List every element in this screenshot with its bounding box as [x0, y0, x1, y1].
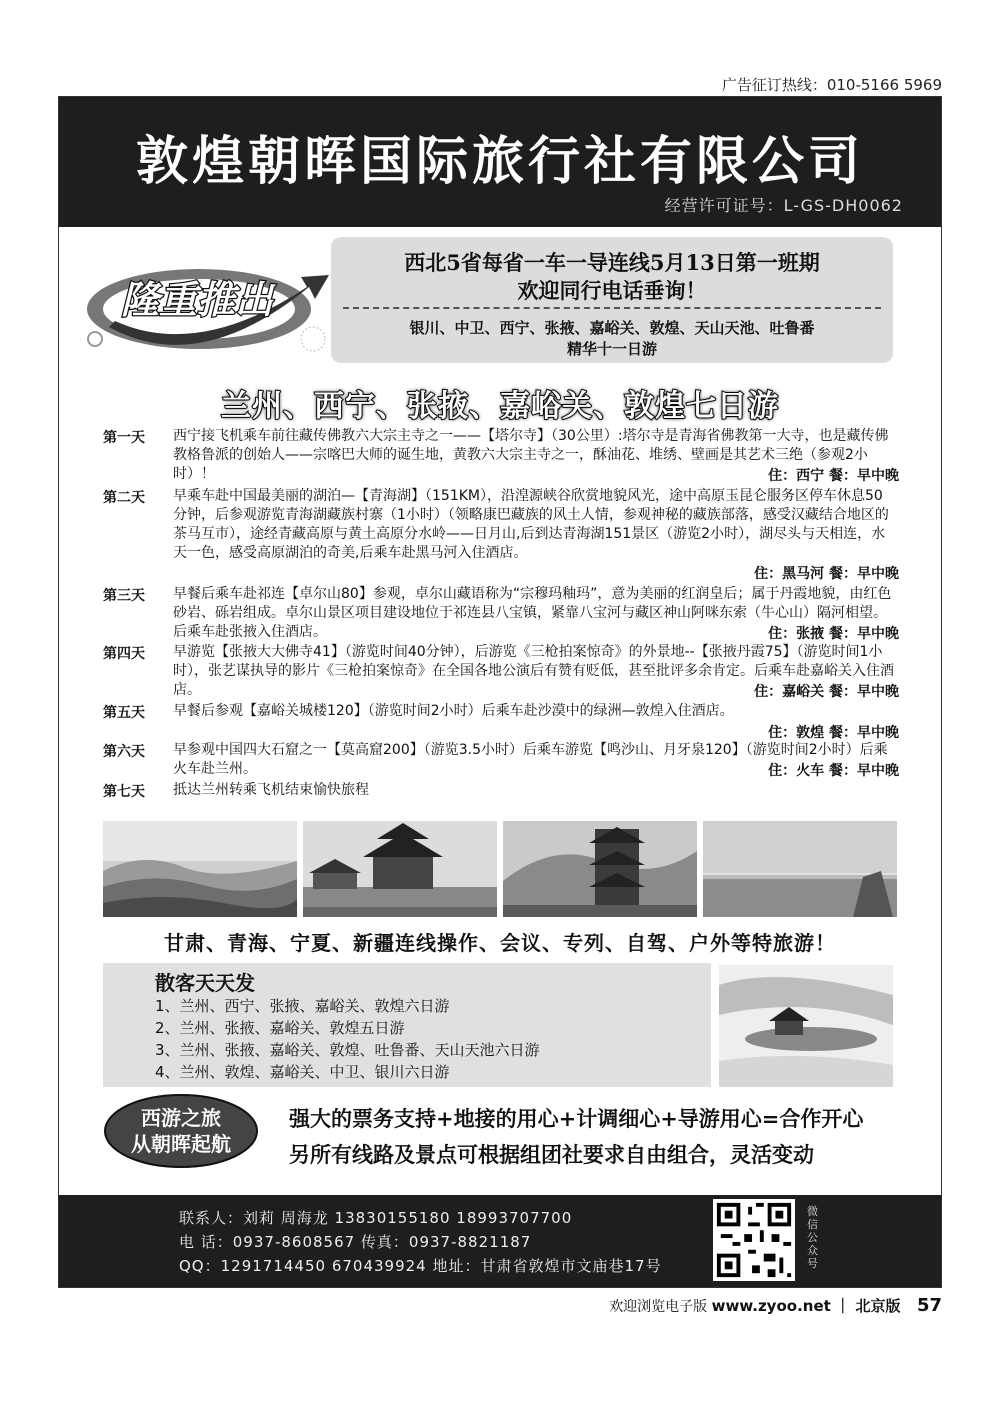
advertisement — [58, 96, 942, 1288]
contact-footer — [59, 1195, 941, 1288]
browse-text: 欢迎浏览电子版 — [609, 1299, 708, 1315]
qr-code-icon[interactable] — [713, 1199, 795, 1281]
day-stay: 住：张掖 餐：早中晚 — [768, 626, 899, 642]
day-stay: 住：火车 餐：早中晚 — [768, 763, 899, 779]
jiayuguan-tower-photo — [303, 821, 497, 917]
promo-line3: 银川、中卫、西宁、张掖、嘉峪关、敦煌、天山天池、吐鲁番 — [409, 319, 815, 337]
promo-badge-text: 隆重推出 — [120, 278, 274, 322]
page-number: 57 — [916, 1295, 942, 1316]
day-stay: 住：嘉峪关 餐：早中晚 — [754, 684, 899, 700]
license-number: 经营许可证号：L-GS-DH0062 — [664, 196, 903, 215]
day-label: 第七天 — [103, 784, 145, 800]
route-title: 兰州、西宁、张掖、嘉峪关、敦煌七日游 — [221, 389, 779, 424]
daily-departures — [103, 963, 711, 1087]
day-text: 早乘车赴中国最美丽的湖泊—【青海湖】（151KM），沿湟源峡谷欣赏地貌风光，途中高原玉昆仑服务区停车休息50分钟，后参观游览青海湖藏族村寨（1小时）（领略康巴藏族的风土人情，参观神秘的藏族部落，感受汉藏结合地区的茶马互市），途经青藏高原与黄土高原分水岭——日月山,后到达青海湖151景区（游览2小时），湖尽头与天相连，水天一色，感受高原湖泊的奇美,后乘车赴黑马河入住酒店。 — [173, 488, 889, 561]
day-stay: 住：黑马河 餐：早中晚 — [754, 566, 899, 582]
daily-title: 散客天天发 — [155, 971, 255, 995]
danxia-landscape-photo — [103, 821, 297, 917]
day-stay: 住：西宁 餐：早中晚 — [768, 468, 899, 484]
page-footer — [609, 1295, 942, 1316]
oval-line2: 从朝晖起航 — [131, 1132, 231, 1156]
promo-line4: 精华十一日游 — [566, 340, 657, 358]
day-label: 第六天 — [103, 744, 145, 760]
contact-phone: 电 话：0937-8608567 传真：0937-8821187 — [179, 1233, 532, 1251]
photo-strip — [103, 821, 897, 917]
slogan-line1: 强大的票务支持+地接的用心+计调细心+导游用心=合作开心 — [289, 1106, 864, 1131]
website-link[interactable]: www.zyoo.net — [711, 1297, 831, 1315]
contact-qq-address: QQ：1291714450 670439924 地址：甘肃省敦煌市文庙巷17号 — [179, 1257, 662, 1275]
special-tours: 甘肃、青海、宁夏、新疆连线操作、会议、专列、自驾、户外等特旅游！ — [164, 931, 836, 955]
company-name: 敦煌朝晖国际旅行社有限公司 — [135, 131, 864, 192]
slogan-line2: 另所有线路及景点可根据组团社要求自由组合，灵活变动 — [289, 1142, 814, 1167]
day-text: 早餐后参观【嘉峪关城楼120】（游览时间2小时）后乘车赴沙漠中的绿洲—敦煌入住酒店。 — [173, 703, 734, 719]
ad-hotline: 广告征订热线：010-5166 5969 — [721, 76, 942, 94]
slogan-oval — [103, 1093, 259, 1169]
mogao-caves-photo — [503, 821, 697, 917]
day-text: 抵达兰州转乘飞机结束愉快旅程 — [173, 782, 369, 798]
day-label: 第一天 — [103, 430, 145, 446]
day-text: 早游览【张掖大大佛寺41】（游览时间40分钟），后游览《三枪拍案惊奇》的外景地--【张掖丹霞75】（游览时间1小时），张艺谋执导的影片《三枪拍案惊奇》在全国各地公演后有赞有贬低，甚至批评多余肯定。后乘车赴嘉峪关入住酒店。 — [173, 644, 894, 698]
promo-badge-icon — [79, 247, 339, 357]
daily-item: 2、兰州、张掖、嘉峪关、敦煌五日游 — [155, 1019, 405, 1037]
day-label: 第五天 — [103, 705, 145, 721]
contact-persons: 联系人：刘莉 周海龙 13830155180 18993707700 — [179, 1209, 573, 1227]
daily-item: 3、兰州、张掖、嘉峪关、敦煌、吐鲁番、天山天池六日游 — [155, 1041, 540, 1059]
promo-box — [331, 237, 893, 363]
promo-divider — [343, 307, 881, 309]
day-label: 第四天 — [103, 646, 145, 662]
day-text: 早餐后乘车赴祁连【卓尔山80】参观，卓尔山藏语称为“宗穆玛釉玛”，意为美丽的红润皇后；属于丹霞地貌，由红色砂岩、砾岩组成。卓尔山景区项目建设地位于祁连县八宝镇，紧靠八宝河与藏区神山阿咪东索（牛心山）隔河相望。后乘车赴张掖入住酒店。 — [173, 586, 892, 640]
promo-line2: 欢迎同行电话垂询！ — [517, 278, 707, 303]
oval-line1: 西游之旅 — [141, 1106, 221, 1130]
crescent-spring-photo — [719, 965, 893, 1087]
qinghai-lake-photo — [703, 821, 897, 917]
company-header — [59, 97, 941, 227]
daily-item: 1、兰州、西宁、张掖、嘉峪关、敦煌六日游 — [155, 997, 450, 1015]
day-label: 第二天 — [103, 490, 145, 506]
promo-line1: 西北5省每省一车一导连线5月13日第一班期 — [404, 250, 820, 275]
day-text: 西宁接飞机乘车前往藏传佛教六大宗主寺之一——【塔尔寺】（30公里）:塔尔寺是青海省佛教第一大寺，也是藏传佛教格鲁派的创始人——宗喀巴大师的诞生地，黄教六大宗主寺之一，酥油花、堆绣、壁画是其艺术三绝（参观2小时）！ — [173, 428, 889, 482]
edition-label: ｜ 北京版 — [835, 1297, 901, 1315]
day-stay: 住：敦煌 餐：早中晚 — [768, 725, 899, 741]
day-label: 第三天 — [103, 588, 145, 604]
daily-item: 4、兰州、敦煌、嘉峪关、中卫、银川六日游 — [155, 1063, 450, 1081]
wechat-label: 微信公众号 — [807, 1205, 818, 1270]
day-text: 早参观中国四大石窟之一【莫高窟200】（游览3.5小时）后乘车游览【鸣沙山、月牙泉120】（游览时间2小时）后乘火车赴兰州。 — [173, 742, 888, 777]
